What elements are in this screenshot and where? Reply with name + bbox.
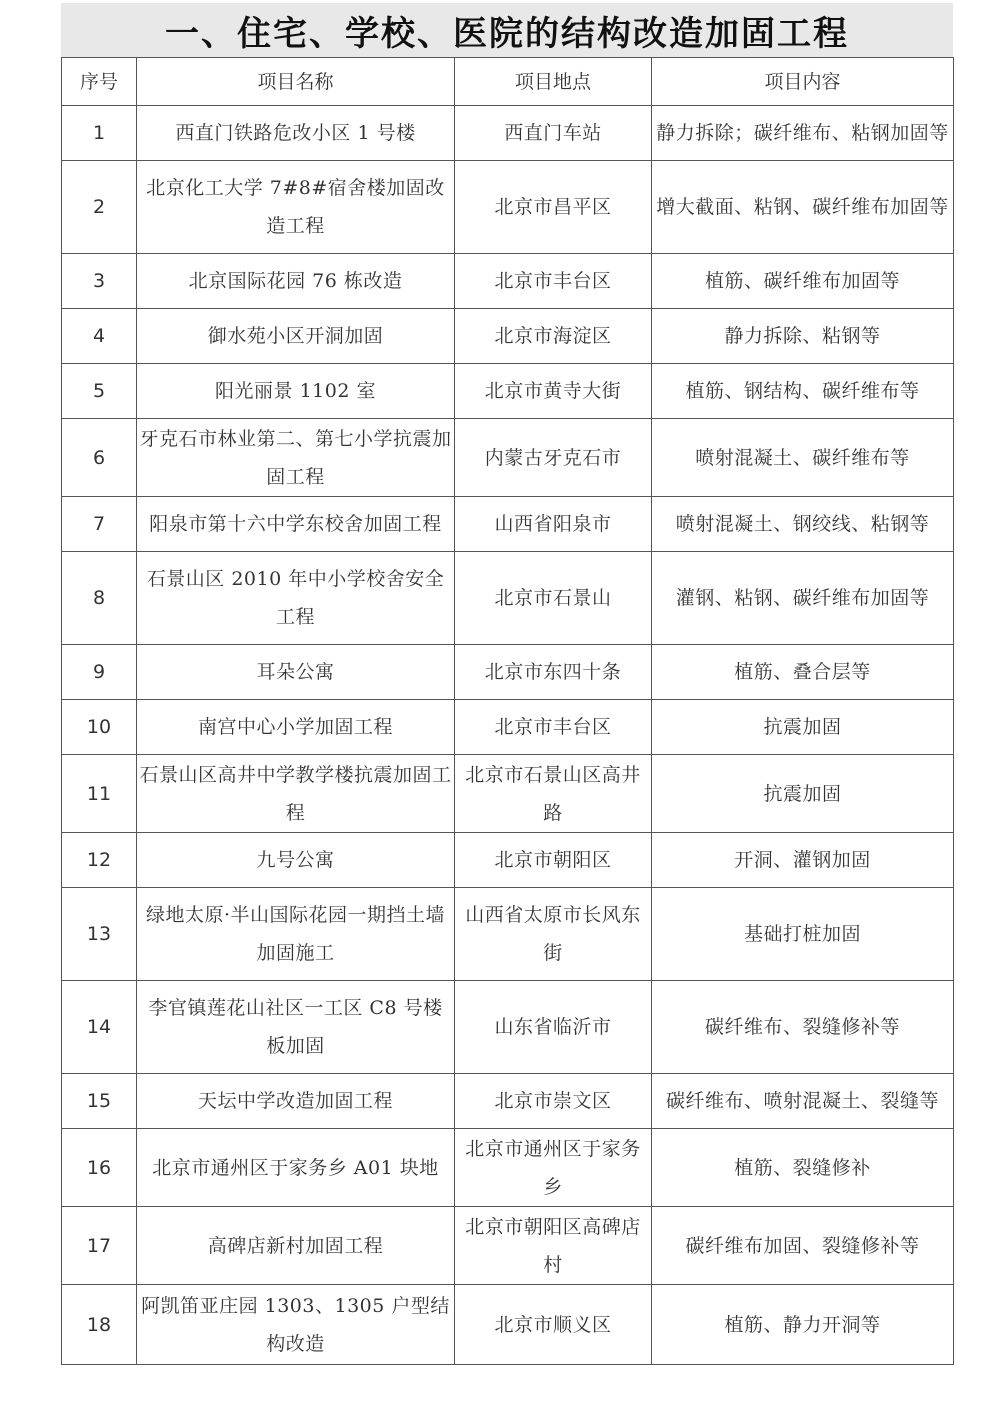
row-no: 4 — [62, 309, 137, 364]
header-content: 项目内容 — [652, 58, 954, 106]
row-name: 李官镇莲花山社区一工区 C8 号楼板加固 — [137, 981, 455, 1074]
row-content: 碳纤维布、喷射混凝土、裂缝等 — [652, 1074, 954, 1129]
row-content: 基础打桩加固 — [652, 888, 954, 981]
row-location: 北京市石景山 — [455, 552, 652, 645]
row-location: 北京市崇文区 — [455, 1074, 652, 1129]
table-row — [62, 755, 954, 833]
row-no: 12 — [62, 833, 137, 888]
row-location: 北京市顺义区 — [455, 1285, 652, 1365]
row-location: 内蒙古牙克石市 — [455, 419, 652, 497]
header-location: 项目地点 — [455, 58, 652, 106]
table-row — [62, 364, 954, 419]
row-no: 9 — [62, 645, 137, 700]
row-no: 10 — [62, 700, 137, 755]
row-location: 西直门车站 — [455, 106, 652, 161]
table-row — [62, 309, 954, 364]
row-content: 灌钢、粘钢、碳纤维布加固等 — [652, 552, 954, 645]
row-content: 喷射混凝土、钢绞线、粘钢等 — [652, 497, 954, 552]
row-name: 阿凯笛亚庄园 1303、1305 户型结构改造 — [137, 1285, 455, 1365]
row-location: 北京市昌平区 — [455, 161, 652, 254]
header-name: 项目名称 — [137, 58, 455, 106]
row-content: 开洞、灌钢加固 — [652, 833, 954, 888]
row-location: 山西省太原市长风东街 — [455, 888, 652, 981]
row-location: 北京市朝阳区 — [455, 833, 652, 888]
row-no: 15 — [62, 1074, 137, 1129]
row-location: 北京市丰台区 — [455, 700, 652, 755]
table-row — [62, 1129, 954, 1207]
row-location: 北京市通州区于家务乡 — [455, 1129, 652, 1207]
row-no: 14 — [62, 981, 137, 1074]
table-row — [62, 645, 954, 700]
title-bar — [61, 3, 953, 57]
table-row — [62, 1074, 954, 1129]
row-content: 植筋、钢结构、碳纤维布等 — [652, 364, 954, 419]
row-name: 石景山区高井中学教学楼抗震加固工程 — [137, 755, 455, 833]
row-no: 1 — [62, 106, 137, 161]
table-row — [62, 888, 954, 981]
row-name: 南宫中心小学加固工程 — [137, 700, 455, 755]
row-name: 耳朵公寓 — [137, 645, 455, 700]
row-name: 绿地太原·半山国际花园一期挡土墙加固施工 — [137, 888, 455, 981]
row-name: 天坛中学改造加固工程 — [137, 1074, 455, 1129]
table-header-row — [62, 58, 954, 106]
row-no: 11 — [62, 755, 137, 833]
row-name: 牙克石市林业第二、第七小学抗震加固工程 — [137, 419, 455, 497]
row-content: 静力拆除；碳纤维布、粘钢加固等 — [652, 106, 954, 161]
row-location: 北京市朝阳区高碑店村 — [455, 1207, 652, 1285]
row-content: 静力拆除、粘钢等 — [652, 309, 954, 364]
row-content: 植筋、碳纤维布加固等 — [652, 254, 954, 309]
row-no: 8 — [62, 552, 137, 645]
row-no: 3 — [62, 254, 137, 309]
row-name: 御水苑小区开洞加固 — [137, 309, 455, 364]
projects-table — [61, 57, 954, 1365]
table-row — [62, 981, 954, 1074]
row-name: 阳泉市第十六中学东校舍加固工程 — [137, 497, 455, 552]
table-row — [62, 1207, 954, 1285]
row-content: 碳纤维布加固、裂缝修补等 — [652, 1207, 954, 1285]
table-row — [62, 161, 954, 254]
row-no: 18 — [62, 1285, 137, 1365]
row-name: 阳光丽景 1102 室 — [137, 364, 455, 419]
row-name: 北京市通州区于家务乡 A01 块地 — [137, 1129, 455, 1207]
table-row — [62, 833, 954, 888]
table-row — [62, 700, 954, 755]
row-content: 抗震加固 — [652, 755, 954, 833]
table-body — [62, 106, 954, 1365]
row-no: 7 — [62, 497, 137, 552]
row-name: 石景山区 2010 年中小学校舍安全工程 — [137, 552, 455, 645]
row-name: 高碑店新村加固工程 — [137, 1207, 455, 1285]
row-location: 北京市石景山区高井路 — [455, 755, 652, 833]
row-content: 抗震加固 — [652, 700, 954, 755]
row-name: 九号公寓 — [137, 833, 455, 888]
row-content: 增大截面、粘钢、碳纤维布加固等 — [652, 161, 954, 254]
table-row — [62, 1285, 954, 1365]
row-name: 北京化工大学 7#8#宿舍楼加固改造工程 — [137, 161, 455, 254]
row-location: 北京市东四十条 — [455, 645, 652, 700]
row-location: 山西省阳泉市 — [455, 497, 652, 552]
row-content: 植筋、叠合层等 — [652, 645, 954, 700]
row-name: 北京国际花园 76 栋改造 — [137, 254, 455, 309]
table-row — [62, 254, 954, 309]
row-no: 5 — [62, 364, 137, 419]
row-no: 2 — [62, 161, 137, 254]
table-row — [62, 497, 954, 552]
row-no: 16 — [62, 1129, 137, 1207]
row-content: 植筋、静力开洞等 — [652, 1285, 954, 1365]
table-row — [62, 552, 954, 645]
row-location: 山东省临沂市 — [455, 981, 652, 1074]
row-no: 13 — [62, 888, 137, 981]
table-row — [62, 419, 954, 497]
row-location: 北京市海淀区 — [455, 309, 652, 364]
row-no: 6 — [62, 419, 137, 497]
row-location: 北京市黄寺大街 — [455, 364, 652, 419]
row-content: 碳纤维布、裂缝修补等 — [652, 981, 954, 1074]
row-content: 喷射混凝土、碳纤维布等 — [652, 419, 954, 497]
page-title: 一、住宅、学校、医院的结构改造加固工程 — [165, 13, 849, 54]
row-content: 植筋、裂缝修补 — [652, 1129, 954, 1207]
header-no: 序号 — [62, 58, 137, 106]
row-no: 17 — [62, 1207, 137, 1285]
row-name: 西直门铁路危改小区 1 号楼 — [137, 106, 455, 161]
row-location: 北京市丰台区 — [455, 254, 652, 309]
table-row — [62, 106, 954, 161]
